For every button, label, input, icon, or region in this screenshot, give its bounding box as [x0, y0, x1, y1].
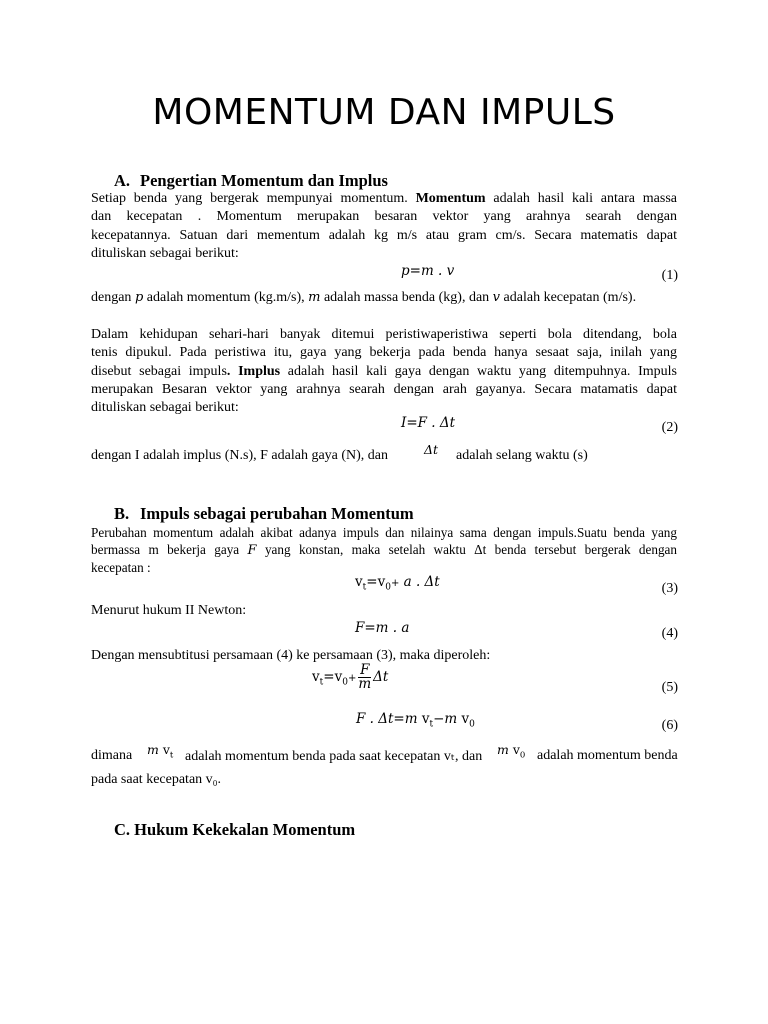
substitution-text: Dengan mensubtitusi persamaan (4) ke persamaan (3), maka diperoleh:: [91, 648, 491, 663]
section-c-heading: [114, 820, 355, 840]
page-title: MOMENTUM DAN IMPULS: [152, 92, 616, 133]
paragraph-line: tenis dipukul. Pada peristiwa itu, gaya yang bekerja pada benda hanya sesaat saja, inilah yang: [91, 345, 677, 361]
definition-1: dengan p adalah momentum (kg.m/s), m adalah massa benda (kg), dan v adalah kecepatan (m/s).: [91, 290, 637, 305]
section-b-letter: B.: [114, 504, 130, 523]
definition-2-tail: adalah selang waktu (s): [456, 448, 588, 463]
equation-5: $v_t=v_0+$ $\frac{F}{m}$ Δt: [312, 662, 389, 692]
equation-4-number: (4): [661, 626, 678, 641]
momentum-mvt-symbol: m $v_t$: [147, 742, 174, 761]
dimana-tail: adalah momentum benda: [537, 748, 678, 763]
paragraph-line: kecepatan :: [91, 560, 151, 575]
section-a-paragraph-1: [91, 190, 677, 263]
paragraph-line: dituliskan sebagai berikut:: [91, 400, 239, 416]
equation-5-number: (5): [661, 680, 678, 695]
equation-2-number: (2): [661, 420, 678, 435]
dimana-text: dimana: [91, 748, 133, 763]
section-b-title: Impuls sebagai perubahan Momentum: [140, 504, 414, 523]
equation-1-number: (1): [661, 268, 678, 283]
paragraph-line: Perubahan momentum adalah akibat adanya impuls dan nilainya sama dengan impuls.Suatu benda yang: [91, 525, 677, 540]
dimana-middle: adalah momentum benda pada saat kecepatan vₜ, dan: [185, 749, 483, 764]
equation-1: p=m . v: [401, 263, 455, 279]
section-a-title: Pengertian Momentum dan Implus: [140, 171, 388, 190]
paragraph-line: dituliskan sebagai berikut:: [91, 245, 239, 261]
delta-t-symbol: Δt: [424, 442, 439, 457]
paragraph-line: kecepatannya. Satuan dari mementum adalah kg m/s atau gram cm/s. Secara matematis dapat: [91, 227, 677, 243]
paragraph-line: Setiap benda yang bergerak mempunyai momentum. Momentum adalah hasil kali antara massa: [91, 191, 678, 206]
dimana-line-2: pada saat kecepatan v₀.: [91, 772, 222, 787]
equation-6: F . Δt=m $v_t-m$ $v_0$: [356, 711, 475, 730]
fraction-f-over-m: $\frac{F}{m}$: [358, 662, 372, 692]
paragraph-line: bermassa m bekerja gaya F yang konstan, maka setelah waktu Δt benda tersebut bergerak dengan: [91, 542, 678, 558]
equation-3-number: (3): [661, 581, 678, 596]
equation-2: I=F . Δt: [401, 415, 456, 431]
section-a-paragraph-2: [91, 326, 677, 417]
momentum-mv0-symbol: m $v_0$: [497, 742, 526, 761]
paragraph-line: merupakan Besaran vektor yang arahnya searah dengan arah gayanya. Secara matamatis dapat: [91, 381, 677, 397]
section-c-letter: C.: [114, 820, 131, 839]
newton-text: Menurut hukum II Newton:: [91, 603, 247, 618]
section-a-heading: [114, 171, 388, 191]
equation-3: $v_t=v_0+ a$ . Δt: [355, 574, 440, 593]
definition-2-text: dengan I adalah implus (N.s), F adalah gaya (N), dan: [91, 448, 389, 463]
equation-6-number: (6): [661, 718, 678, 733]
section-c-title: Hukum Kekekalan Momentum: [134, 820, 356, 839]
paragraph-line: dan kecepatan . Momentum merupakan besaran vektor yang arahnya searah dengan: [91, 209, 677, 225]
paragraph-line: disebut sebagai impuls. Implus adalah hasil kali gaya dengan waktu yang ditempuhnya. Impuls: [91, 363, 677, 379]
section-b-paragraph-1: [91, 524, 677, 576]
paragraph-line: Dalam kehidupan sehari-hari banyak ditemui peristiwaperistiwa seperti bola ditendang, bola: [91, 327, 677, 342]
section-b-heading: [114, 504, 414, 524]
section-a-letter: A.: [114, 171, 131, 190]
equation-4: F=m . a: [355, 620, 410, 636]
